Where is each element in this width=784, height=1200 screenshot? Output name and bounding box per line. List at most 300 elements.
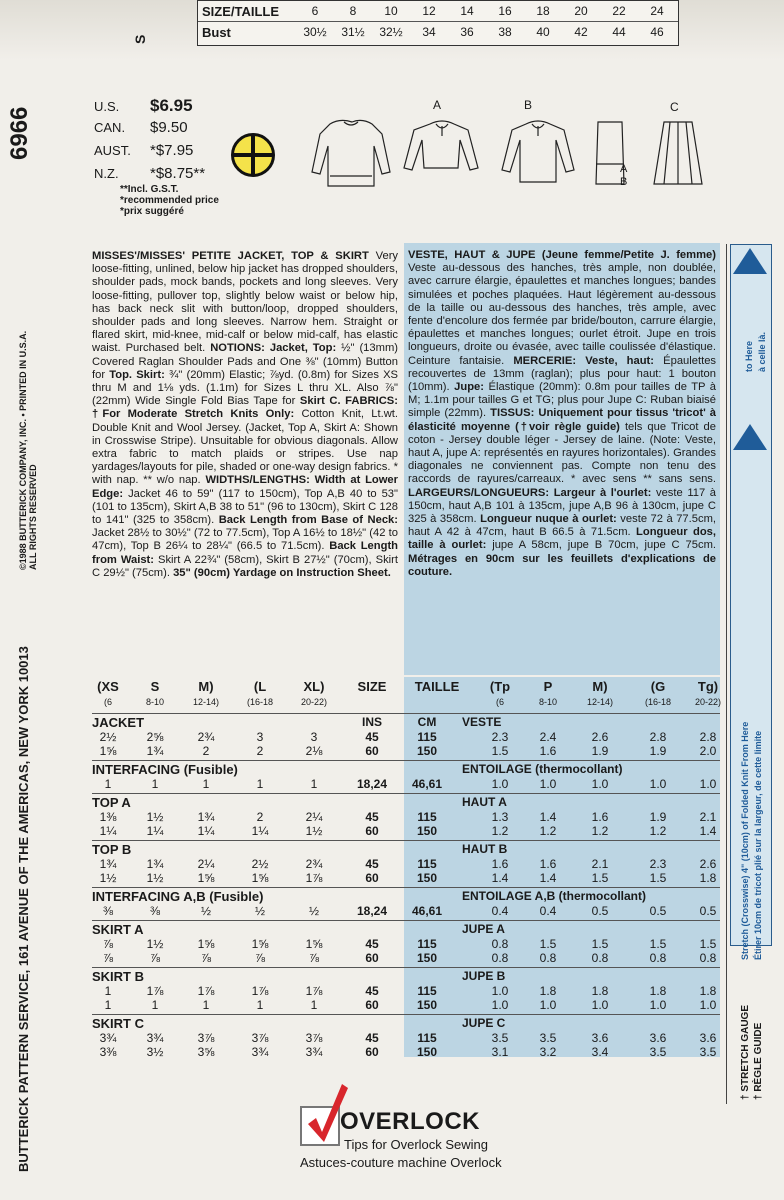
width-cm-cell: 150 <box>416 871 438 885</box>
table-row <box>92 904 720 918</box>
yardage-cell: ⅜ <box>149 904 160 918</box>
desc-fr-paragraph <box>408 249 716 579</box>
size-header: M) <box>198 679 214 694</box>
size-cell: 16 <box>498 4 512 18</box>
metrage-cell: 0.8 <box>591 951 609 965</box>
size-label: SIZE/TAILLE <box>202 3 280 19</box>
tissus-label: TISSUS: Uniquement pour tissus 'tricot' à élasticité moyenne (†voir règle guide) <box>408 407 717 433</box>
cm-label: CM <box>417 715 437 729</box>
bust-cell: 42 <box>574 25 588 39</box>
yardage-cell: 1⅞ <box>146 984 164 998</box>
skirt-c-sketch <box>654 122 702 184</box>
table-row <box>92 730 720 744</box>
arrow-up-icon <box>733 248 767 274</box>
bust-cell: 32½ <box>379 25 403 39</box>
top-b-sketch <box>502 121 574 182</box>
desc-fr-title: VESTE, HAUT & JUPE (Jeune femme/Petite J. femme) <box>408 249 716 261</box>
size-cell: 6 <box>311 4 319 18</box>
metrage-cell: 3.5 <box>539 1031 557 1045</box>
table-row <box>92 762 720 776</box>
s-mark: S <box>132 34 148 44</box>
size-cell: 18 <box>536 4 550 18</box>
size-subheader: 12-14) <box>192 697 219 707</box>
yardage-cell: 1½ <box>305 824 323 838</box>
yardage-cell: 1¾ <box>99 857 117 871</box>
table-row <box>92 795 720 809</box>
yardage-cell: 1½ <box>146 810 164 824</box>
taille-subheader: (16-18 <box>644 697 671 707</box>
metrage-cell: 2.6 <box>699 857 717 871</box>
table-divider <box>92 840 720 841</box>
metrage-cell: 3.5 <box>491 1031 509 1045</box>
overlock-title: OVERLOCK <box>340 1108 481 1135</box>
metrage-cell: 3.1 <box>491 1045 509 1059</box>
metrage-cell: 1.6 <box>491 857 509 871</box>
taille-text: jupe A 58cm, jupe B 70cm, jupe C 75cm. <box>492 539 716 552</box>
overlock-subtitle-fr: Astuces-couture machine Overlock <box>300 1155 502 1170</box>
width-cm-cell: 150 <box>416 1045 438 1059</box>
gauge-stretch-fr: Étirer 10cm de tricot plié sur la largeur, de cette limite <box>753 730 763 960</box>
yardage-cell: 2¼ <box>197 857 215 871</box>
price-notes <box>94 184 219 217</box>
sketch-label-a: A <box>433 98 442 112</box>
table-row <box>92 1031 720 1045</box>
nuque-label: Longueur nuque à ourlet: <box>480 513 617 526</box>
yardage-cell: 1¼ <box>251 824 269 838</box>
yardage-cell: 2⅝ <box>146 730 164 744</box>
size-cell: 22 <box>612 4 626 18</box>
table-row <box>92 1016 720 1030</box>
yardage-cell: 2¾ <box>197 730 215 744</box>
width-ins-cell: 45 <box>365 730 379 744</box>
table-row <box>92 984 720 998</box>
yardage-cell: 1¾ <box>197 810 215 824</box>
size-header: S <box>150 679 160 694</box>
top-skirt-text: ¾" (20mm) Elastic; ⅞yd. (0.8m) for Sizes XS thru M and 1⅛ yds. (1.1m) for Sizes L thru XL. Also ⅞"(22mm) Wide Single Fold Bias Tape for <box>92 368 399 408</box>
yardage-cell: 3⅝ <box>197 1045 215 1059</box>
yardage-cell: 1 <box>104 998 112 1012</box>
yardage-cell: 2 <box>202 744 210 758</box>
yardage-cell: 2¾ <box>305 857 323 871</box>
taille-header: P <box>543 679 553 694</box>
table-row <box>92 889 720 903</box>
price-country: U.S. <box>94 99 120 114</box>
price-country: N.Z. <box>94 166 119 181</box>
section-label-fr: VESTE <box>462 715 502 729</box>
metrage-cell: 1.4 <box>539 810 557 824</box>
section-label: SKIRT B <box>92 969 144 984</box>
width-ins-cell: 45 <box>365 857 379 871</box>
yardage-cell: 2 <box>256 810 264 824</box>
yardage-cell: 1⅜ <box>99 810 117 824</box>
desc-title: MISSES'/MISSES' PETITE JACKET, TOP & SKIRT <box>92 250 369 262</box>
copyright-line-1: ©1988 BUTTERICK COMPANY, INC. • PRINTED IN U.S.A. <box>18 330 28 570</box>
bust-cell: 31½ <box>341 25 365 39</box>
jupe-label: Jupe: <box>454 381 484 394</box>
metrage-cell: 2.1 <box>591 857 609 871</box>
mercerie-label: MERCERIE: Veste, haut: <box>513 354 655 367</box>
fabrics-label: Skirt C. FABRICS: †For Moderate Stretch Knits Only: <box>92 395 398 421</box>
largeurs-text: veste 117 à 150cm, haut A,B 101 à 135cm, jupe A,B 96 à 130cm, jupe C 325 à 358cm. <box>408 486 716 526</box>
width-cm-cell: 115 <box>417 937 437 951</box>
price-country: AUST. <box>94 143 131 158</box>
metrage-cell: 0.5 <box>591 904 609 918</box>
width-ins-cell: 45 <box>365 810 379 824</box>
yardage-cell: 3¾ <box>305 1045 323 1059</box>
taille-subheader: 8-10 <box>538 697 557 707</box>
yardage-cell: 1⅝ <box>305 937 323 951</box>
metrage-cell: 0.8 <box>699 951 717 965</box>
yardage-cell: ½ <box>200 904 211 918</box>
section-label: INTERFACING A,B (Fusible) <box>92 889 264 904</box>
taille-header: (Tp <box>489 679 511 694</box>
metrage-cell: 1.8 <box>539 984 557 998</box>
taille-header: (G <box>650 679 666 694</box>
yardage-cell: ⅞ <box>254 951 265 965</box>
size-chart <box>197 0 679 46</box>
jupe-text: Élastique (20mm): 0.8m pour tailles de TP à M; 1.1m pour tailles G et TG; plus pour Jupe C: Ruban biaisé simple (22mm). <box>408 381 717 420</box>
bust-cell: 40 <box>536 25 550 39</box>
copyright <box>18 331 38 570</box>
gauge-stretch-en: Stretch (Crosswise) 4" (10cm) of Folded Knit From Here <box>740 721 750 960</box>
price-row <box>94 119 219 142</box>
widths-label: WIDTHS/LENGTHS: Width at Lower Edge: <box>92 474 399 500</box>
yardage-cell: 1⅝ <box>251 937 269 951</box>
metrage-cell: 3.6 <box>649 1031 667 1045</box>
metrages-note: Métrages en 90cm sur les feuillets d'explications de couture. <box>408 552 716 578</box>
table-row <box>92 998 720 1012</box>
yardage-cell: 1 <box>202 777 210 791</box>
size-row <box>198 1 678 21</box>
section-label: SKIRT A <box>92 922 144 937</box>
metrage-cell: 3.5 <box>649 1045 667 1059</box>
metrage-cell: 2.4 <box>539 730 557 744</box>
metrage-cell: 2.3 <box>649 857 667 871</box>
section-label-fr: HAUT A <box>462 795 507 809</box>
fabrics-text: Cotton Knit, Lt.wt. Double Knit and Wool Jersey. (Jacket, Top A, Skirt A: Shown in Crosswise Stripe). Unsuitable for obvious diagonals. Allow extra fabric to match plaids or stripes. Use nap yardages/layouts for pile, shaded or one-way design fabrics. * with nap. ** w/o nap. <box>92 408 399 487</box>
jacket-sketch <box>312 120 390 186</box>
yardage-cell: 1⅝ <box>99 744 117 758</box>
section-label: SKIRT C <box>92 1016 144 1031</box>
back-text: Jacket 28½ to 30½" (72 to 77.5cm), Top A 16½ to 18½" (42 to 47cm), Top B 26¼ to 28¼" (66.5 to 71.5cm). <box>92 527 398 553</box>
yardage-cell: ⅞ <box>149 951 160 965</box>
yardage-cell: ½ <box>254 904 265 918</box>
width-cm-cell: 115 <box>417 730 437 744</box>
yardage-cell: 2⅛ <box>305 744 323 758</box>
price-amount: $6.95 <box>150 96 193 115</box>
size-subheader: (6 <box>103 697 112 707</box>
metrage-cell: 1.0 <box>649 998 667 1012</box>
size-subheader: 8-10 <box>145 697 164 707</box>
yardage-cell: 1⅞ <box>305 984 323 998</box>
bust-cell: 30½ <box>303 25 327 39</box>
width-cm-cell: 115 <box>417 810 437 824</box>
yardage-cell: 3 <box>310 730 318 744</box>
yardage-cell: 1 <box>310 777 318 791</box>
metrage-cell: 1.5 <box>649 937 667 951</box>
yardage-cell: 1 <box>151 777 159 791</box>
width-ins-cell: 18,24 <box>356 777 388 791</box>
metrage-cell: 2.0 <box>699 744 717 758</box>
yardage-cell: 2 <box>256 744 264 758</box>
sketch-label-c: C <box>670 100 679 114</box>
size-subheader: 20-22) <box>300 697 327 707</box>
table-divider <box>92 760 720 761</box>
desc-body: Very loose-fitting, unlined, below hip jacket has dropped shoulders, shoulder pads, mock bands, pockets and long sleeves. Very loose-fitting, pullover top, slightly below waist or below hip, has back neck slit with button/loop, dropped shoulders, shoulder pads and long sleeves. Narrow hem. Straight or flared skirt, mid-knee, mid-calf or below mid-calf, has elastic waist. Purchased belt. <box>92 250 399 355</box>
yardage-cell: 1⅞ <box>305 871 323 885</box>
waist-label: Back Length from Waist: <box>92 540 399 566</box>
metrage-cell: 1.0 <box>699 998 717 1012</box>
yardage-cell: 1¼ <box>197 824 215 838</box>
table-row <box>92 824 720 838</box>
bust-cell: 34 <box>422 25 436 39</box>
yardage-cell: 3 <box>256 730 264 744</box>
section-label: TOP B <box>92 842 132 857</box>
yardage-cell: 3½ <box>146 1045 164 1059</box>
price-note: *prix suggéré <box>120 206 184 217</box>
section-label: TOP A <box>92 795 131 810</box>
yardage-cell: 1⅞ <box>197 984 215 998</box>
notions-label: NOTIONS: Jacket, Top: <box>210 342 337 355</box>
metrage-cell: 1.2 <box>491 824 509 838</box>
width-ins-cell: 60 <box>365 824 379 838</box>
price-amount: *$7.95 <box>150 142 194 159</box>
metrage-cell: 3.2 <box>539 1045 557 1059</box>
width-ins-cell: 45 <box>365 984 379 998</box>
yardage-cell: 2¼ <box>305 810 323 824</box>
yardage-cell: 1¾ <box>146 744 164 758</box>
metrage-cell: 1.5 <box>591 937 609 951</box>
yardage-cell: 3⅞ <box>305 1031 323 1045</box>
metrage-cell: 2.8 <box>649 730 667 744</box>
width-ins-cell: 60 <box>365 1045 379 1059</box>
metrage-cell: 1.2 <box>539 824 557 838</box>
metrage-cell: 0.5 <box>649 904 667 918</box>
yardage-cell: 3⅜ <box>99 1045 117 1059</box>
desc-fr-body: Veste au-dessous des hanches, très ample, non doublée, avec carrure élargie, épaulettes et manches longues; bandes simulées et poches plaquées. Haut légèrement au-dessous de la taille ou au-dessous des hanches, très ample, avec fente d'encolure dos fermée par bride/bouton, carrure élargie, épaulettes et manches longues; ourlet étroit. Jupe en trois longueurs, droite ou évasée, avec taille coulissée d'élastique. Ceinture fantaisie. <box>408 262 716 367</box>
table-row <box>92 871 720 885</box>
width-cm-cell: 150 <box>416 744 438 758</box>
width-ins-cell: 60 <box>365 998 379 1012</box>
yardage-cell: 3⅞ <box>197 1031 215 1045</box>
yardage-cell: 3¾ <box>146 1031 164 1045</box>
stretch-gauge-label: † STRETCH GAUGE <box>740 1004 751 1100</box>
metrage-cell: 1.8 <box>649 984 667 998</box>
price-row <box>94 142 219 165</box>
price-amount: *$8.75** <box>150 165 206 182</box>
yardage-cell: 1¼ <box>146 824 164 838</box>
metrage-cell: 0.8 <box>649 951 667 965</box>
metrage-cell: 1.8 <box>699 984 717 998</box>
crosshair-icon <box>231 133 275 177</box>
table-row <box>92 1045 720 1059</box>
width-cm-cell: 115 <box>417 984 437 998</box>
metrage-cell: 3.5 <box>699 1045 717 1059</box>
metrage-cell: 0.5 <box>699 904 717 918</box>
metrage-cell: 2.8 <box>699 730 717 744</box>
metrage-cell: 2.6 <box>591 730 609 744</box>
table-row <box>92 922 720 936</box>
gauge-to-here: to Here <box>744 340 754 372</box>
tissus-text: tels que Tricot de coton - Jersey double léger - Jersey de laine. (Note: Veste, haut A, jupe A: représentés en rayures horizontales). Grandes diagonales ne conviennent pas. Compte non tenu des raccords de rayures/carreaux. * avec sens ** sans sens. <box>408 420 716 486</box>
table-row <box>92 715 720 729</box>
size-cell: 8 <box>349 4 357 18</box>
table-divider <box>92 967 720 968</box>
overlock-subtitle-en: Tips for Overlock Sewing <box>344 1137 489 1152</box>
sketch-label-skirt-b: B <box>620 176 628 188</box>
yardage-cell: 1½ <box>146 871 164 885</box>
section-label-fr: HAUT B <box>462 842 508 856</box>
table-row <box>92 937 720 951</box>
metrage-cell: 1.6 <box>591 810 609 824</box>
yardage-cell: 1⅝ <box>197 937 215 951</box>
width-cm-cell: 115 <box>417 857 437 871</box>
yardage-cell: ⅞ <box>102 937 113 951</box>
size-header: XL) <box>303 679 325 694</box>
metrage-cell: 1.9 <box>591 744 609 758</box>
table-row <box>92 697 720 711</box>
mercerie-text: Épaulettes recouvertes de 13mm (raglan); plus pour haut: 1 bouton (10mm). <box>408 354 717 394</box>
price-note: **Incl. G.S.T. <box>120 184 179 195</box>
width-cm-cell: 46,61 <box>411 904 443 918</box>
price-country: CAN. <box>94 120 126 135</box>
nuque-text: veste 72 à 77.5cm, haut A 42 à 47cm, haut B 66.5 à 71.5cm. <box>408 513 717 539</box>
metrage-cell: 1.2 <box>649 824 667 838</box>
metrage-cell: 1.3 <box>491 810 509 824</box>
sketch-label-skirt-a: A <box>620 163 628 175</box>
table-row <box>92 744 720 758</box>
width-cm-cell: 46,61 <box>411 777 443 791</box>
widths-text: Jacket 46 to 59" (117 to 150cm), Top A,B 40 to 53" (101 to 135cm), Skirt A,B 38 to 51" (96 to 130cm), Skirt C 128 to 141" (325 to 358cm). <box>92 487 398 527</box>
metrage-cell: 2.3 <box>491 730 509 744</box>
metrage-cell: 1.4 <box>491 871 509 885</box>
metrage-cell: 1.5 <box>699 937 717 951</box>
metrage-cell: 1.5 <box>539 937 557 951</box>
yardage-cell: 1 <box>202 998 210 1012</box>
yardage-cell: 1¼ <box>99 824 117 838</box>
width-ins-cell: 18,24 <box>356 904 388 918</box>
section-label-fr: JUPE A <box>462 922 505 936</box>
width-ins-cell: 45 <box>365 937 379 951</box>
metrage-cell: 1.6 <box>539 744 557 758</box>
table-divider <box>92 920 720 921</box>
copyright-line-2: ALL RIGHTS RESERVED <box>28 464 38 570</box>
bust-cell: 46 <box>650 25 664 39</box>
price-amount: $9.50 <box>150 119 188 136</box>
bust-row <box>198 21 678 42</box>
table-row <box>92 969 720 983</box>
table-row <box>92 951 720 965</box>
section-label-fr: JUPE B <box>462 969 506 983</box>
table-divider <box>92 713 720 714</box>
metrage-cell: 3.6 <box>591 1031 609 1045</box>
yardage-cell: 1⅝ <box>197 871 215 885</box>
taille-header: M) <box>592 679 608 694</box>
metrage-cell: 1.0 <box>539 777 557 791</box>
table-row <box>92 842 720 856</box>
yardage-cell: 3⅞ <box>251 1031 269 1045</box>
yardage-cell: 1 <box>104 777 112 791</box>
table-divider <box>92 887 720 888</box>
size-cell: 12 <box>422 4 436 18</box>
metrage-cell: 1.4 <box>539 871 557 885</box>
size-cell: 14 <box>460 4 474 18</box>
metrage-cell: 0.4 <box>539 904 557 918</box>
metrage-cell: 0.8 <box>539 951 557 965</box>
taille-subheader: 20-22) <box>694 697 721 707</box>
yardage-note: 35" (90cm) Yardage on Instruction Sheet. <box>173 566 391 579</box>
yardage-cell: 1½ <box>99 871 117 885</box>
top-a-sketch <box>404 121 478 170</box>
bust-cell: 44 <box>612 25 626 39</box>
section-label-fr: JUPE C <box>462 1016 506 1030</box>
size-subheader: (16-18 <box>246 697 273 707</box>
metrage-cell: 0.8 <box>491 937 509 951</box>
yardage-cell: 1 <box>310 998 318 1012</box>
size-cell: 20 <box>574 4 588 18</box>
yardage-cell: 1¾ <box>146 857 164 871</box>
garment-sketches <box>300 112 720 194</box>
bust-cell: 38 <box>498 25 512 39</box>
taille-subheader: 12-14) <box>586 697 613 707</box>
gauge-a-celle: à celle là. <box>757 331 767 372</box>
metrage-cell: 1.0 <box>699 777 717 791</box>
metrage-cell: 1.0 <box>649 777 667 791</box>
yardage-cell: 1 <box>256 998 264 1012</box>
yardage-cell: 1 <box>256 777 264 791</box>
metrage-cell: 1.0 <box>539 998 557 1012</box>
metrage-cell: 1.2 <box>591 824 609 838</box>
size-cell: 10 <box>384 4 398 18</box>
width-ins-cell: 45 <box>365 1031 379 1045</box>
size-header: (L <box>253 679 267 694</box>
table-row <box>92 857 720 871</box>
metrage-cell: 1.0 <box>491 998 509 1012</box>
yardage-cell: ⅞ <box>102 951 113 965</box>
sketch-label-b: B <box>524 98 533 112</box>
arrow-up-icon <box>733 424 767 450</box>
taille-header-label: TAILLE <box>414 679 460 694</box>
size-header: (XS <box>97 679 119 694</box>
description-english <box>92 250 398 580</box>
metrage-cell: 1.4 <box>699 824 717 838</box>
yardage-cell: 2½ <box>99 730 117 744</box>
metrage-cell: 0.4 <box>491 904 509 918</box>
yardage-cell: ½ <box>308 904 319 918</box>
metrage-cell: 1.0 <box>491 984 509 998</box>
pattern-number: 6966 <box>6 106 33 160</box>
width-cm-cell: 150 <box>416 951 438 965</box>
description-french <box>404 243 720 675</box>
bust-cell: 36 <box>460 25 474 39</box>
price-row <box>94 96 219 119</box>
regle-guide-label: † RÈGLE GUIDE <box>753 1022 764 1100</box>
largeurs-label: LARGEURS/LONGUEURS: Largeur à l'ourlet: <box>408 486 652 499</box>
yardage-cell: 1 <box>104 984 112 998</box>
section-label: INTERFACING (Fusible) <box>92 762 238 777</box>
metrage-cell: 3.4 <box>591 1045 609 1059</box>
section-label-fr: ENTOILAGE A,B (thermocollant) <box>462 889 647 903</box>
yardage-cell: ⅞ <box>308 951 319 965</box>
yardage-cell: ⅜ <box>102 904 113 918</box>
yardage-cell: 1 <box>151 998 159 1012</box>
metrage-cell: 1.8 <box>699 871 717 885</box>
yardage-cell: 3¾ <box>251 1045 269 1059</box>
metrage-cell: 3.6 <box>699 1031 717 1045</box>
metrage-cell: 1.0 <box>591 777 609 791</box>
top-skirt-label: Top. Skirt: <box>109 368 165 381</box>
yardage-cell: 1⅞ <box>251 984 269 998</box>
